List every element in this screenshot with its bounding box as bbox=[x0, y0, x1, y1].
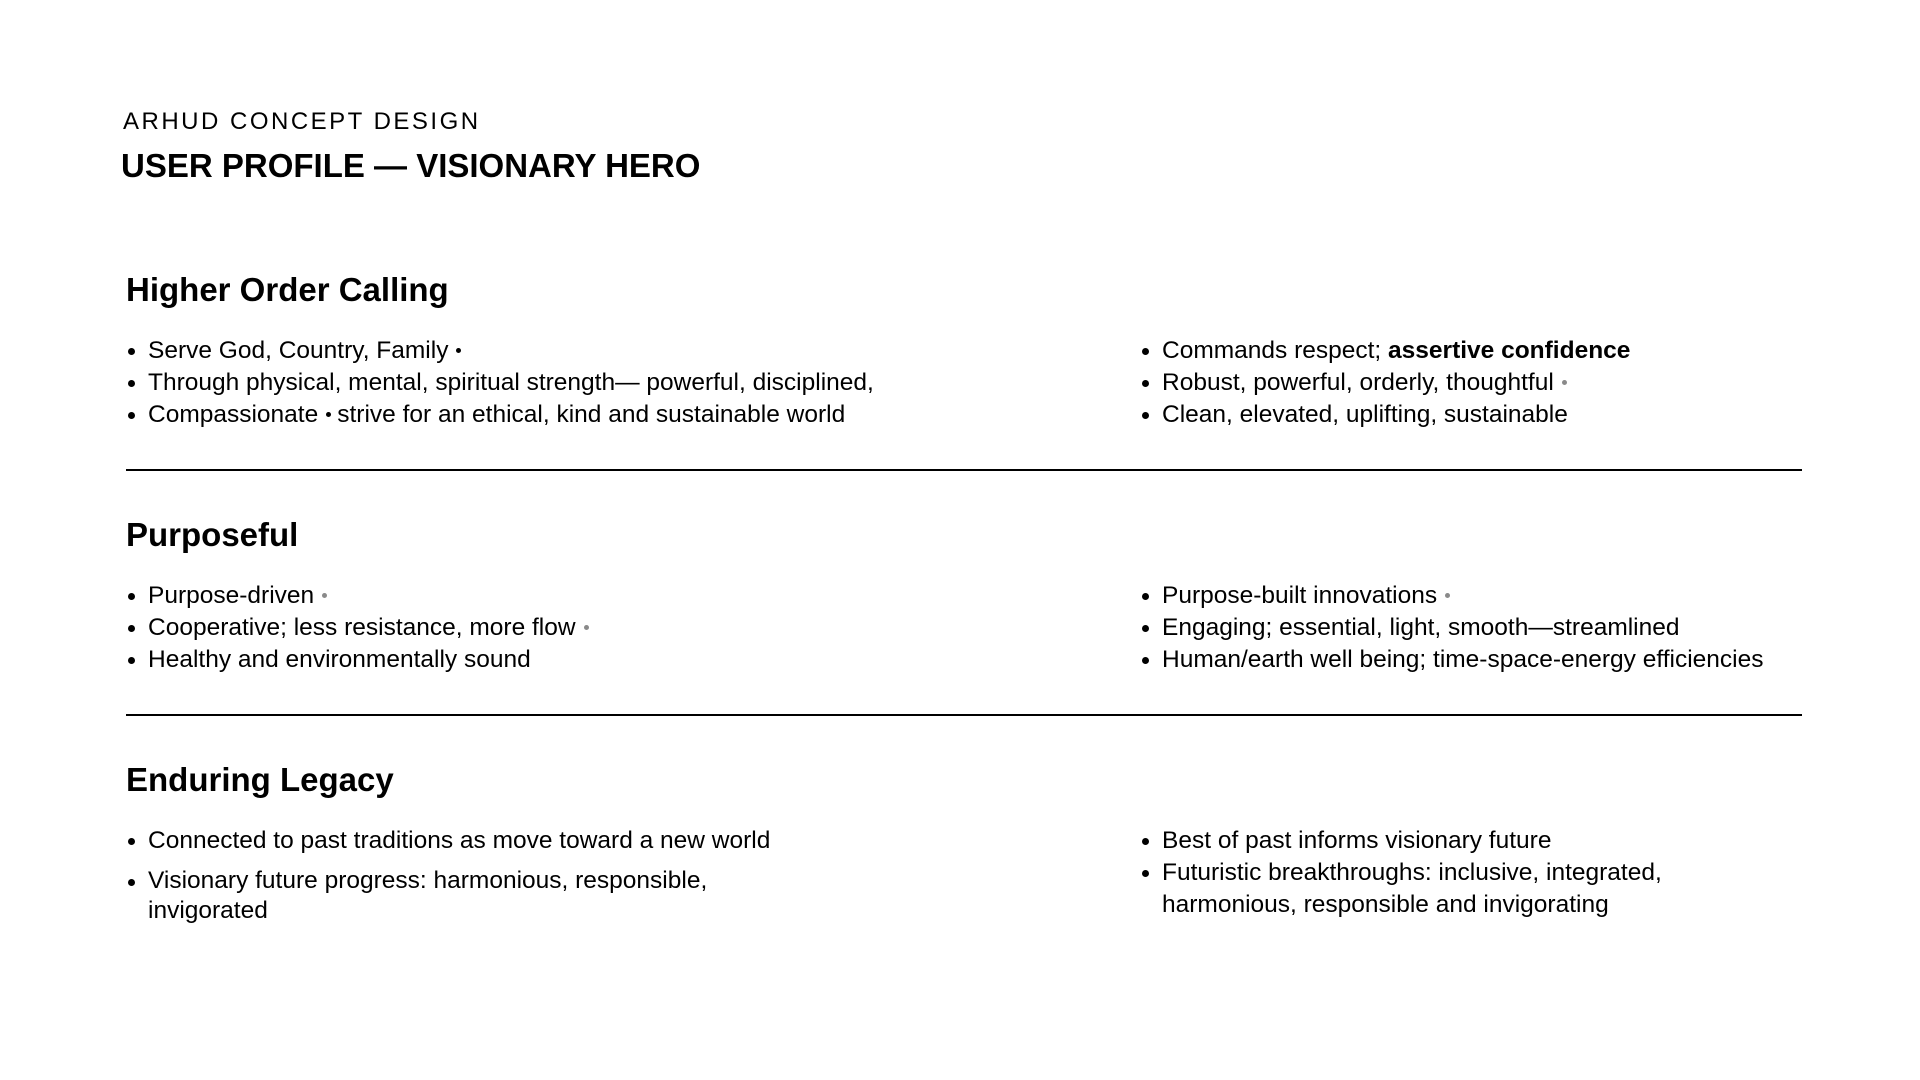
separator-dot-icon bbox=[326, 412, 331, 417]
list-item-text: Futuristic breakthroughs: inclusive, integrated, harmonious, responsible and invigorating bbox=[1162, 859, 1662, 918]
list-item bbox=[1140, 612, 1780, 644]
list-item bbox=[1140, 857, 1680, 921]
list-item-emphasis: assertive confidence bbox=[1388, 337, 1631, 364]
list-item bbox=[126, 335, 1026, 367]
list-item bbox=[126, 399, 1026, 431]
list-item bbox=[126, 866, 746, 926]
page-header bbox=[123, 108, 700, 185]
list-item-text: Robust, powerful, orderly, thoughtful bbox=[1162, 369, 1554, 396]
list-item-text: Through physical, mental, spiritual strength— powerful, disciplined, bbox=[148, 369, 874, 396]
list-item-text: Commands respect; bbox=[1162, 337, 1389, 364]
list-item-text: Visionary future progress: harmonious, responsible, invigorated bbox=[148, 867, 708, 924]
list-item-text: Clean, elevated, uplifting, sustainable bbox=[1162, 401, 1568, 428]
brand-label: ARHUD CONCEPT DESIGN bbox=[123, 108, 481, 135]
page-title: USER PROFILE — VISIONARY HERO bbox=[121, 147, 701, 184]
list-item bbox=[1140, 580, 1780, 612]
section-left-list bbox=[126, 825, 771, 926]
list-item bbox=[1140, 399, 1780, 431]
list-item bbox=[1140, 644, 1780, 676]
section-right-list bbox=[1140, 825, 1680, 921]
separator-dot-icon bbox=[456, 348, 461, 353]
list-item bbox=[1140, 335, 1780, 367]
list-item-text: Cooperative; less resistance, more flow bbox=[148, 614, 576, 641]
list-item-text: Compassionate bbox=[148, 401, 319, 428]
list-item bbox=[1140, 825, 1680, 857]
list-item-text: Purpose-built innovations bbox=[1162, 582, 1438, 609]
list-item-text: Connected to past traditions as move toward a new world bbox=[148, 827, 771, 854]
section-left-list bbox=[126, 580, 1026, 676]
list-item bbox=[126, 367, 1026, 399]
list-item bbox=[126, 644, 1026, 676]
list-item-text: Serve God, Country, Family bbox=[148, 337, 449, 364]
list-item bbox=[1140, 367, 1780, 399]
list-item-text: Engaging; essential, light, smooth—streamlined bbox=[1162, 614, 1680, 641]
section-left-list bbox=[126, 335, 1026, 431]
list-item bbox=[126, 580, 1026, 612]
section-right-list bbox=[1140, 580, 1780, 676]
list-item-text: Purpose-driven bbox=[148, 582, 315, 609]
list-item-text: Best of past informs visionary future bbox=[1162, 827, 1552, 854]
section-heading: Higher Order Calling bbox=[126, 271, 449, 308]
list-item-text: strive for an ethical, kind and sustainable world bbox=[337, 401, 846, 428]
section-heading: Enduring Legacy bbox=[126, 761, 394, 798]
section-divider bbox=[126, 469, 1802, 471]
separator-dot-icon bbox=[584, 625, 589, 630]
list-item-text: Healthy and environmentally sound bbox=[148, 646, 531, 673]
list-item bbox=[126, 612, 1026, 644]
list-item bbox=[126, 825, 771, 857]
section-divider bbox=[126, 714, 1802, 716]
section-right-list bbox=[1140, 335, 1780, 431]
separator-dot-icon bbox=[1562, 380, 1567, 385]
separator-dot-icon bbox=[322, 593, 327, 598]
list-item-text: Human/earth well being; time-space-energy efficiencies bbox=[1162, 646, 1764, 673]
separator-dot-icon bbox=[1445, 593, 1450, 598]
section-heading: Purposeful bbox=[126, 516, 299, 553]
